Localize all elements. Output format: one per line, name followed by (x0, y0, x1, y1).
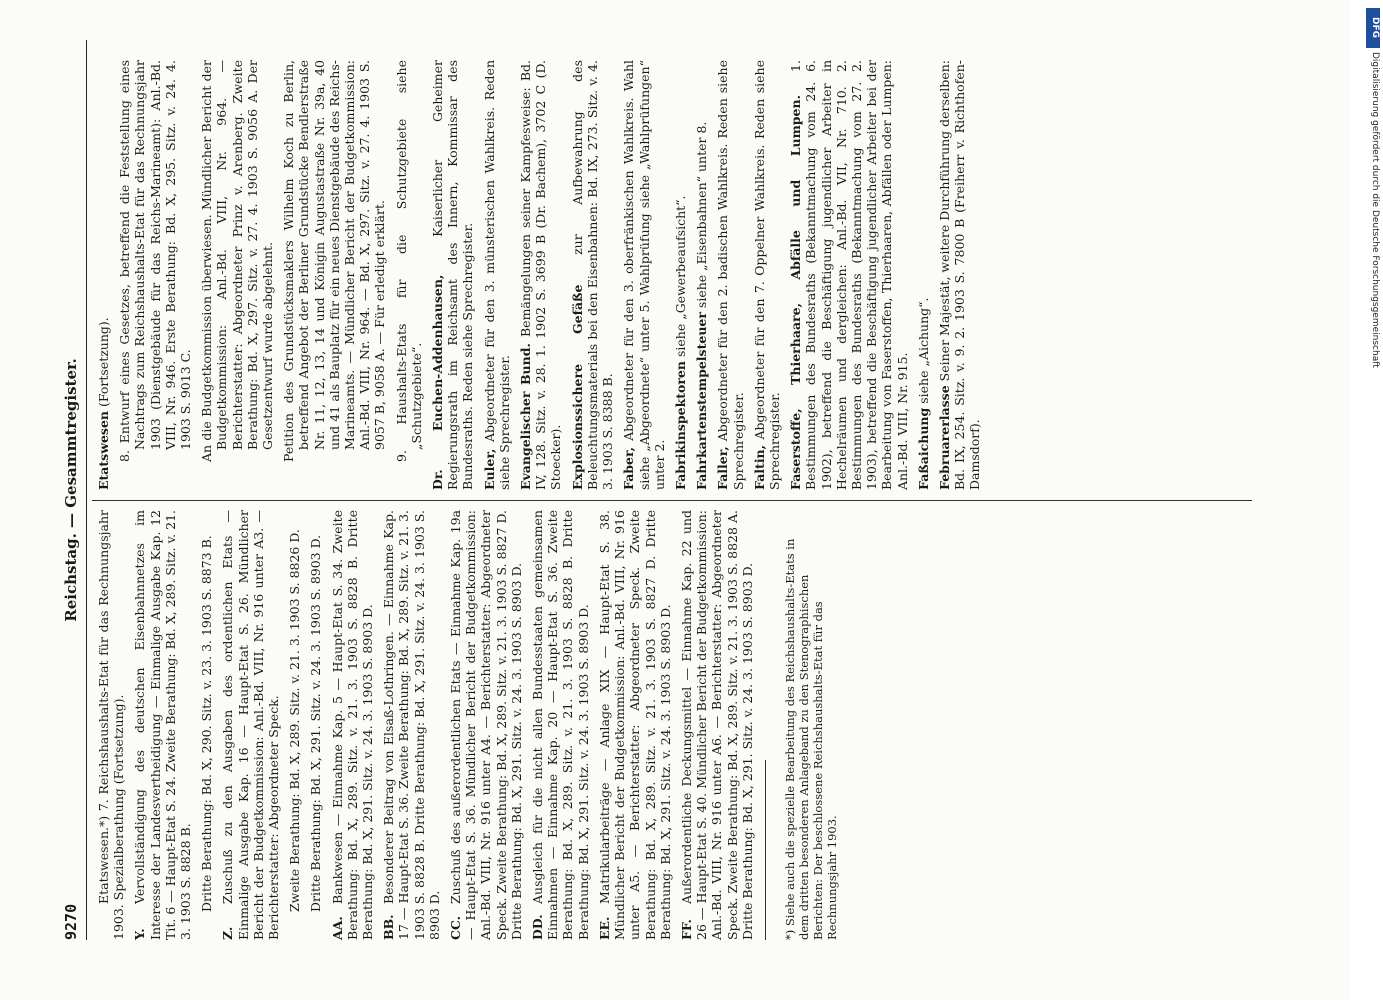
index-entry: Dr. Euchen-Addenhausen, Kaiserlicher Geheimer Regierungsrath im Reichsamt des Innern, Kommissar des Bundesraths. Reden siehe Sprechregister. (430, 60, 476, 490)
index-entry: Etatswesen (Fortsetzung). (96, 317, 111, 490)
footnote: *) Siehe auch die spezielle Bearbeitung des Reichshaushalts-Etats in dem dritten besonderen Anlageband zu den Stenographischen Berichten: Der beschlossene Reichshaushalts-Etat für das Rechnungsjahr 1903. (783, 538, 840, 940)
index-entry: DD.Ausgleich für die nicht allen Bundesstaaten gemeinsamen Einnahmen — Einnahme Kap. 20 — Haupt-Etat S. 36. Zweite Berathung: Bd. X, 289. Sitz. v. 21. 3. 1903 S. 8828 B. Dritte Berathung: Bd. X, 291. Sitz. v. 24. 3. 1903 S. 8903 D. (530, 510, 591, 940)
index-entry: BB.Besonderer Beitrag von Elsaß-Lothringen. — Einnahme Kap. 17 — Haupt-Etat S. 36. Zweite Berathung: Bd. X, 289. Sitz. v. 21. 3. 1903 S. 8828 B. Dritte Berathung: Bd. X, 291. Sitz. v. 24. 3. 1903 S. 8903 D. (381, 510, 442, 940)
index-entry: Z.Zuschuß zu den Ausgaben des ordentlichen Etats — Einmalige Ausgabe Kap. 16 — Haupt-Etat S. 26. Mündlicher Bericht der Budgetkommission: Anl.-Bd. VIII, Nr. 916 unter A3. — Berichterstatter: Abgeordneter Speck. (220, 510, 282, 940)
page-title: Reichstag. — Gesammtregister. (62, 358, 80, 622)
index-entry: AA.Bankwesen — Einnahme Kap. 5 — Haupt-Etat S. 34. Zweite Berathung: Bd. X, 289. Sitz. v. 21. 3. 1903 S. 8828 B. Dritte Berathung: Bd. X, 291. Sitz. v. 24. 3. 1903 S. 8903 D. (329, 510, 376, 940)
index-entry: Faserstoffe, Thierhaare, Abfälle und Lumpen. 1. Bestimmungen des Bundesraths (Bekanntmachung vom 24. 6. 1902), betreffend die Beschäftigung jugendlicher Arbeiter in Hechelräumen und dergleichen: Anl.-Bd. VII, Nr. 710. 2. Bestimmungen des Bundesraths (Bekanntmachung vom 27. 2. 1903), betreffend die Beschäftigung jugendlicher Arbeiter bei der Bearbeitung von Faserstoffen, Thierhaaren, Abfällen oder Lumpen: Anl.-Bd. VIII, Nr. 915. (788, 60, 910, 490)
index-entry: Faltin, Abgeordneter für den 7. Oppelner Wahlkreis. Reden siehe Sprechregister. (751, 60, 782, 490)
index-entry: An die Budgetkommission überwiesen. Mündlicher Bericht der Budgetkommission: Anl.-Bd. VIII, Nr. 964. — Berichterstatter: Abgeordneter Prinz v. Arenberg. Zweite Berathung: Bd. X, 297. Sitz. v. 27. 4. 1903 S. 9056 A. Der Gesetzentwurf wurde abgelehnt. (199, 60, 276, 462)
page-number: 9270 (62, 903, 80, 940)
dfg-logo: DFG (1366, 8, 1380, 48)
footnote-rule (765, 760, 772, 940)
funding-notice: Digitalisierung gefördert durch die Deutsche Forschungsgemeinschaft (1370, 52, 1380, 368)
index-entry: Fabrikinspektoren siehe „Gewerbeaufsicht“. (672, 195, 688, 490)
header-rule (86, 40, 87, 940)
index-entry: Etatswesen.*) 7. Reichshaushalts-Etat für das Rechnungsjahr 1903. Spezialberathung (Fortsetzung). (96, 510, 127, 940)
index-entry: Euler, Abgeordneter für den 3. münsterischen Wahlkreis. Reden siehe Sprechregister. (481, 60, 512, 490)
page-header (62, 40, 82, 940)
index-entry: EE.Matrikularbeiträge — Anlage XIX — Haupt-Etat S. 38. Mündlicher Bericht der Budgetkommission: Anl.-Bd. VIII, Nr. 916 unter A5. — Berichterstatter: Abgeordneter Speck. Zweite Berathung: Bd. X, 289. Sitz. v. 21. 3. 1903 S. 8827 D. Dritte Berathung: Bd. X, 291. Sitz. v. 24. 3. 1903 S. 8903 D. (596, 510, 673, 940)
index-entry: Zweite Berathung: Bd. X, 289. Sitz. v. 21. 3. 1903 S. 8826 D. (287, 529, 303, 912)
right-column (96, 60, 989, 490)
index-entry: Petition des Grundstücksmaklers Wilhelm Koch zu Berlin, betreffend Angebot der Berliner Grundstücke Bendlerstraße Nr. 11, 12, 13, 14 und Königin Augustastraße Nr. 39a, 40 und 41 als Bauplatz für ein neues Dienstgebäude des Reichs-Marineamts. — Mündlicher Bericht der Budgetkommission: Anl.-Bd. VIII, Nr. 964. — Bd. X, 297. Sitz. v. 27. 4. 1903 S. 9057 B, 9058 A. — Für erledigt erklärt. (281, 60, 388, 462)
index-entry: Evangelischer Bund. Bemängelungen seiner Kampfesweise: Bd. IV, 128. Sitz. v. 28. 1. 1902 S. 3699 B (Dr. Bachem), 3702 C (D. Stoecker). (518, 60, 564, 490)
index-entry: Fahrkartenstempelsteuer siehe „Eisenbahnen“ unter 8. (694, 121, 710, 490)
index-entry: Februarerlasse Seiner Majestät, weitere Durchführung derselben: Bd. IX, 254. Sitz. v. 9. 2. 1903 S. 7800 B (Freiherr v. Richthofen-Damsdorf). (936, 60, 983, 490)
index-entry: Y.Vervollständigung des deutschen Eisenbahnnetzes im Interesse der Landesvertheidigung — Einmalige Ausgabe Kap. 12 Tit. 6 — Haupt-Etat S. 24. Zweite Berathung: Bd. X, 289. Sitz. v. 21. 3. 1903 S. 8828 B. (132, 510, 194, 940)
index-entry: Dritte Berathung: Bd. X, 290. Sitz. v. 23. 3. 1903 S. 8873 B. (199, 535, 215, 912)
index-entry: Faller, Abgeordneter für den 2. badischen Wahlkreis. Reden siehe Sprechregister. (715, 60, 746, 490)
index-entry: 9. Haushalts-Etats für die Schutzgebiete siehe „Schutzgebiete“. (393, 60, 424, 462)
index-entry: 8. Entwurf eines Gesetzes, betreffend die Feststellung eines Nachtrags zum Reichshaushalts-Etat für das Rechnungsjahr 1903 (Dienstgebäude für das Reichs-Marineamt): Anl.-Bd. VIII, Nr. 946. Erste Berathung: Bd. X, 295. Sitz. v. 24. 4. 1903 S. 9013 C. (117, 60, 194, 462)
funding-watermark (1366, 8, 1380, 988)
left-column (96, 510, 851, 940)
index-entry: CC.Zuschuß des außerordentlichen Etats — Einnahme Kap. 19a — Haupt-Etat S. 36. Mündlicher Bericht der Budgetkommission: Anl.-Bd. VIII, Nr. 916 unter A4. — Berichterstatter: Abgeordneter Speck. Zweite Berathung: Bd. X, 289. Sitz. v. 21. 3. 1903 S. 8827 D. Dritte Berathung: Bd. X, 291. Sitz. v. 24. 3. 1903 S. 8903 D. (448, 510, 524, 940)
column-divider (92, 500, 1252, 501)
index-entry: Explosionssichere Gefäße zur Aufbewahrung des Beleuchtungsmaterials bei den Eisenbahnen: Bd. IX, 273. Sitz. v. 4. 3. 1903 S. 8388 B. (569, 60, 616, 490)
index-entry: Dritte Berathung: Bd. X, 291. Sitz. v. 24. 3. 1903 S. 8903 D. (308, 534, 324, 912)
index-entry: FF.Außerordentliche Deckungsmittel — Einnahme Kap. 22 und 26 — Haupt-Etat S. 40. Mündlicher Bericht der Budgetkommission: Anl.-Bd. VIII, Nr. 916 unter A6. — Berichterstatter: Abgeordneter Speck. Zweite Berathung: Bd. X, 289. Sitz. v. 21. 3. 1903 S. 8828 A. Dritte Berathung: Bd. X, 291. Sitz. v. 24. 3. 1903 S. 8903 D. (678, 510, 755, 940)
index-entry: Faßaichung siehe „Aichung“. (915, 297, 931, 490)
index-entry: Faber, Abgeordneter für den 3. oberfränkischen Wahlkreis. Wahl siehe „Abgeordnete“ unter 5. Wahlprüfung siehe „Wahlprüfungen“ unter 2. (621, 60, 667, 490)
